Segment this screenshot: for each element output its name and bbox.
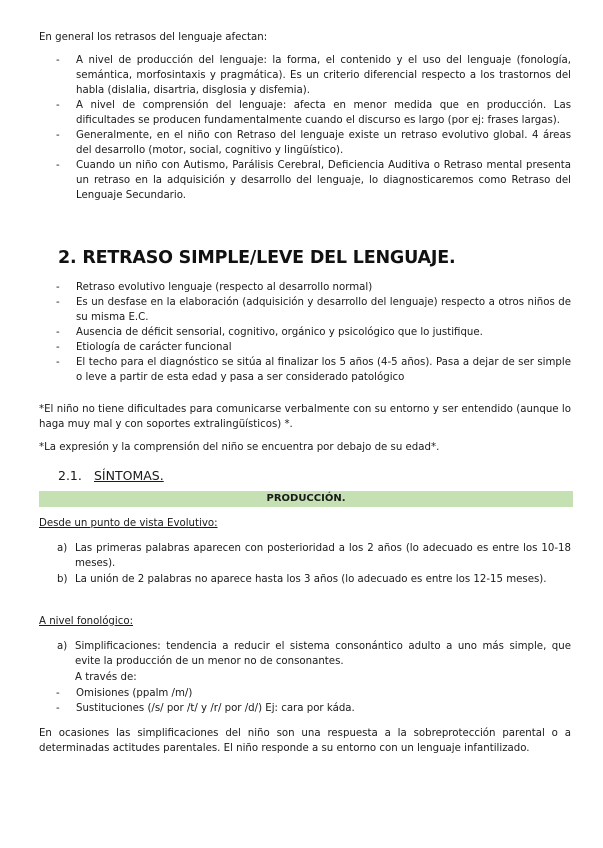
intro-text: En general los retrasos del lenguaje afectan: (39, 32, 268, 43)
list-marker: b) (57, 574, 68, 585)
subsection-number: 2.1. (58, 468, 82, 483)
via-list (39, 686, 439, 716)
list-item: - El techo para el diagnóstico se sitúa al finalizar los 5 años (4-5 años). Pasa a dejar de ser simple o leve a partir de esta edad y pasa a ser considerado patológico (56, 357, 571, 383)
note-expression: *La expresión y la comprensión del niño se encuentra por debajo de su edad*. (39, 442, 440, 453)
evolutivo-label: Desde un punto de vista Evolutivo: (39, 518, 218, 529)
list-item: - Ausencia de déficit sensorial, cognitivo, orgánico y psicológico que lo justifique. (56, 327, 483, 338)
dash-bullet: - (56, 342, 60, 353)
list-marker: a) (57, 543, 68, 554)
dash-bullet: - (56, 282, 60, 293)
dash-bullet: - (56, 688, 60, 699)
list-item: - Etiología de carácter funcional (56, 342, 232, 353)
affects-list (39, 53, 571, 203)
list-item: b) La unión de 2 palabras no aparece hasta los 3 años (lo adecuado es entre los 12-15 meses). (57, 574, 547, 585)
dash-bullet: - (56, 160, 60, 171)
dash-bullet: - (56, 100, 60, 111)
list-item: - A nivel de comprensión del lenguaje: afecta en menor medida que en producción. Las dificultades se producen fundamentalmente cuando el discurso es largo (por ej: frases largas). (56, 100, 571, 126)
list-item: - Omisiones (ppalm /m/) (56, 688, 193, 699)
note-communication: *El niño no tiene dificultades para comunicarse verbalmente con su entorno y ser entendido (aunque lo haga muy mal y con soportes extralingüísticos) *. (39, 404, 571, 430)
subsection-title: SÍNTOMAS. (94, 468, 164, 483)
fonologico-label: A nivel fonológico: (39, 616, 133, 627)
list-item: - Es un desfase en la elaboración (adquisición y desarrollo del lenguaje) respecto a otros niños de su misma E.C. (56, 297, 571, 323)
section-heading: 2. RETRASO SIMPLE/LEVE DEL LENGUAJE. (58, 248, 456, 268)
list-item: - Sustituciones (/s/ por /t/ y /r/ por /d/) Ej: cara por káda. (56, 703, 355, 714)
dash-bullet: - (56, 130, 60, 141)
evolutivo-list (39, 541, 571, 588)
list-item: a) Las primeras palabras aparecen con posterioridad a los 2 años (lo adecuado es entre los 10-18 meses). (57, 543, 571, 569)
production-band: PRODUCCIÓN. (39, 491, 573, 507)
list-item: - Retraso evolutivo lenguaje (respecto al desarrollo normal) (56, 282, 373, 293)
dash-bullet: - (56, 357, 60, 368)
dash-bullet: - (56, 703, 60, 714)
list-item: - Cuando un niño con Autismo, Parálisis Cerebral, Deficiencia Auditiva o Retraso mental presenta un retraso en la adquisición y desarrollo del lenguaje, lo diagnosticaremos como Retraso del Lenguaje Secundario. (56, 160, 571, 201)
closing-paragraph: En ocasiones las simplificaciones del niño son una respuesta a la sobreprotección parental o a determinadas actitudes parentales. El niño responde a su entorno con un lenguaje infantilizado. (39, 728, 571, 754)
via-label: A través de: (75, 672, 137, 683)
dash-bullet: - (56, 297, 60, 308)
dash-bullet: - (56, 327, 60, 338)
list-marker: a) (57, 641, 68, 652)
list-item: - A nivel de producción del lenguaje: la forma, el contenido y el uso del lenguaje (fonología, semántica, morfosintaxis y pragmática). Es un criterio diferencial respecto a los trastornos del habla (dislalia, disartria, disglosia y disfemia). (56, 55, 571, 96)
subsection-heading (58, 467, 164, 485)
list-item: a) Simplificaciones: tendencia a reducir el sistema consonántico adulto a uno más simple, que evite la producción de un menor no de consonantes. (57, 641, 571, 667)
simple-delay-list (39, 280, 571, 385)
dash-bullet: - (56, 55, 60, 66)
fonologico-list (39, 639, 571, 669)
list-item: - Generalmente, en el niño con Retraso del lenguaje existe un retraso evolutivo global. 4 áreas del desarrollo (motor, social, cognitivo y lingüístico). (56, 130, 571, 156)
